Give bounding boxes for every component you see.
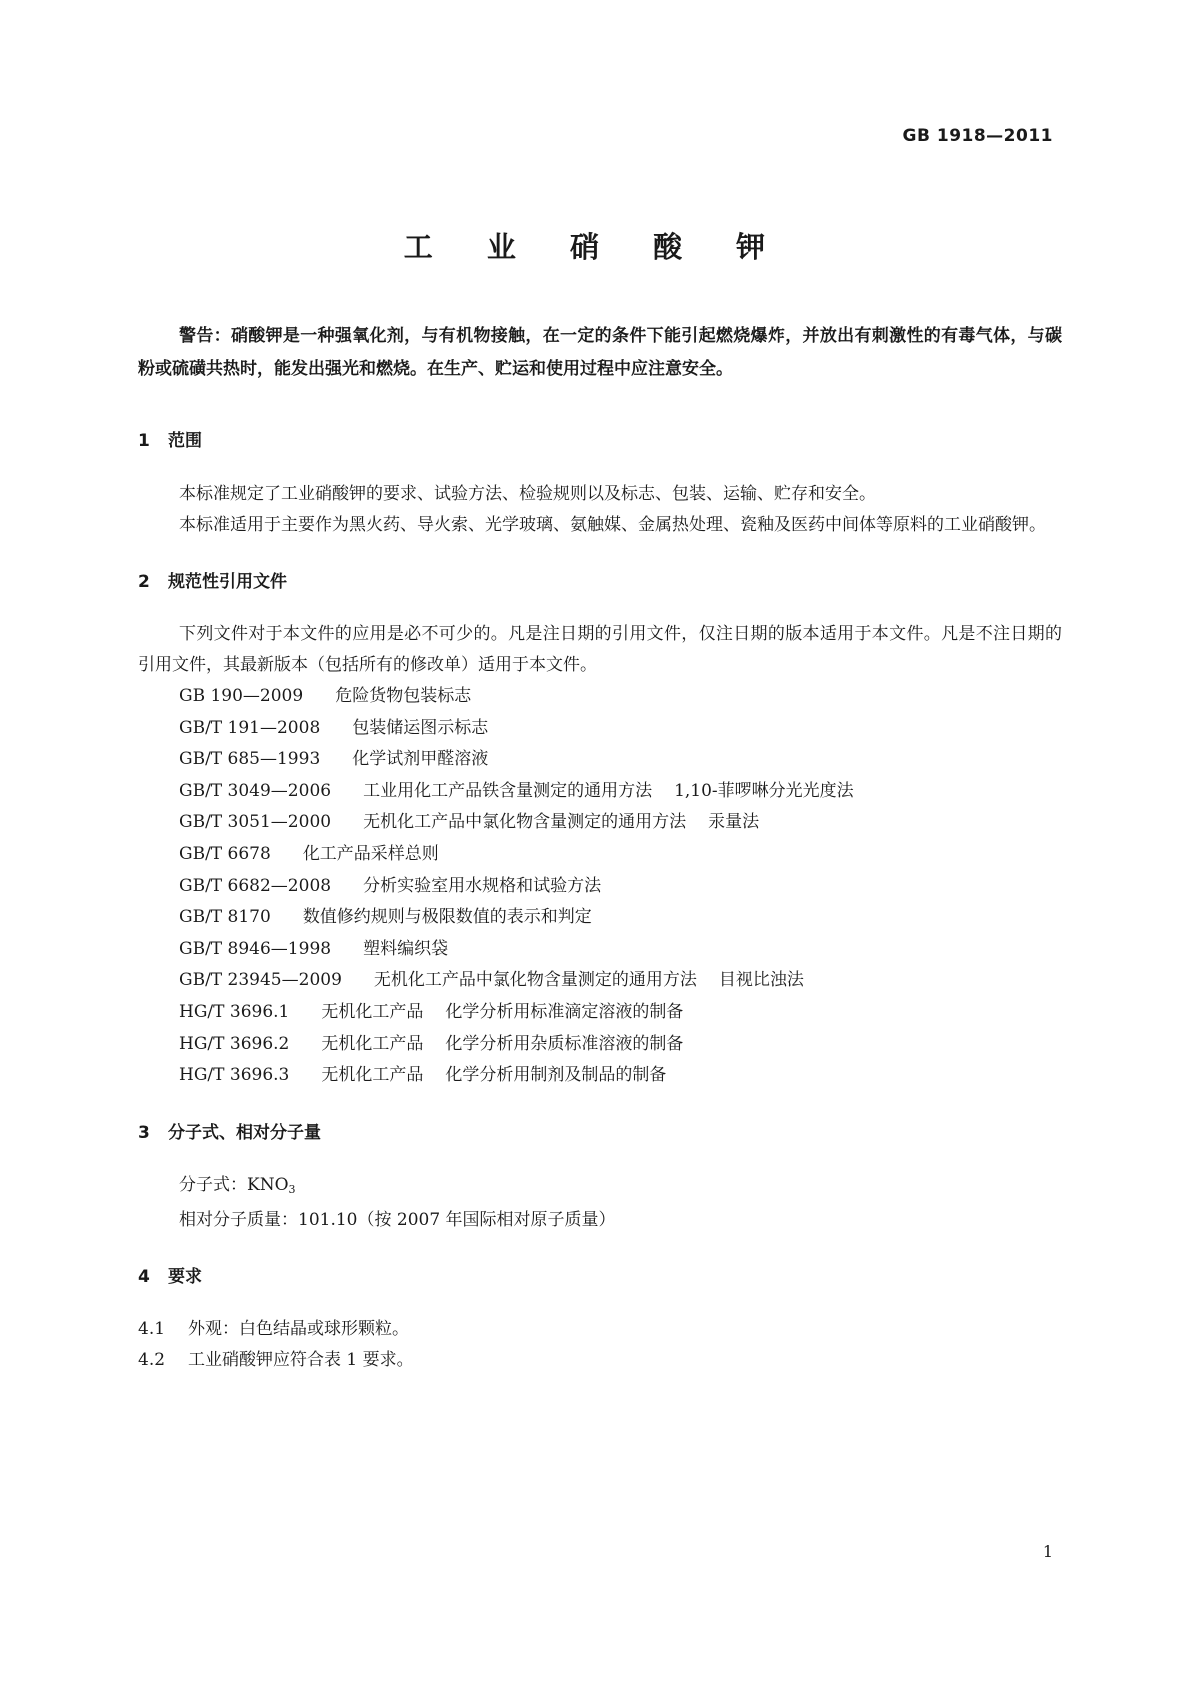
reference-item: GB/T 3049—2006 工业用化工产品铁含量测定的通用方法 1,10-菲啰啉分光光度法: [179, 780, 854, 801]
section-heading-scope: [138, 426, 1062, 451]
molecular-mass: 相对分子质量：101.10（按 2007 年国际相对原子质量）: [179, 1209, 616, 1230]
scope-paragraph: 本标准适用于主要作为黑火药、导火索、光学玻璃、氨触媒、金属热处理、瓷釉及医药中间体等原料的工业硝酸钾。: [179, 515, 1046, 535]
reference-item: GB/T 6682—2008 分析实验室用水规格和试验方法: [179, 875, 602, 896]
section-heading-formula: [138, 1118, 1062, 1143]
safety-warning: 警告：硝酸钾是一种强氧化剂，与有机物接触，在一定的条件下能引起燃烧爆炸，并放出有刺激性的有毒气体，与碳粉或硫磺共热时，能发出强光和燃烧。在生产、贮运和使用过程中应注意安全。: [138, 326, 1062, 379]
reference-item: GB/T 8170 数值修约规则与极限数值的表示和判定: [179, 907, 592, 928]
section-title: 范围: [168, 431, 202, 451]
reference-item: GB 190—2009 危险货物包装标志: [179, 686, 472, 706]
reference-item: HG/T 3696.3 无机化工产品 化学分析用制剂及制品的制备: [179, 1065, 667, 1086]
reference-item: GB/T 685—1993 化学试剂甲醛溶液: [179, 749, 489, 770]
reference-item: GB/T 6678 化工产品采样总则: [179, 843, 439, 864]
reference-item: HG/T 3696.2 无机化工产品 化学分析用杂质标准溶液的制备: [179, 1033, 684, 1054]
document-body: [138, 320, 1062, 1376]
molecular-formula: 分子式：$KNO_3$: [179, 1174, 296, 1196]
section-number: 3: [138, 1122, 150, 1143]
section-number: 2: [138, 572, 150, 592]
section-title: 要求: [168, 1266, 202, 1287]
reference-item: GB/T 191—2008 包装储运图示标志: [179, 717, 489, 738]
requirement-item: 4.1 外观：白色结晶或球形颗粒。: [138, 1318, 409, 1339]
standard-code: GB 1918—2011: [902, 126, 1053, 146]
scope-paragraph: 本标准规定了工业硝酸钾的要求、试验方法、检验规则以及标志、包装、运输、贮存和安全。: [179, 484, 876, 504]
requirement-item: 4.2 工业硝酸钾应符合表 1 要求。: [138, 1349, 414, 1370]
normative-intro: 下列文件对于本文件的应用是必不可少的。凡是注日期的引用文件，仅注日期的版本适用于本文件。凡是不注日期的引用文件，其最新版本（包括所有的修改单）适用于本文件。: [138, 624, 1062, 675]
section-heading-requirements: [138, 1262, 1062, 1287]
reference-item: GB/T 23945—2009 无机化工产品中氯化物含量测定的通用方法 目视比浊法: [179, 970, 804, 991]
section-number: 1: [138, 431, 150, 451]
section-number: 4: [138, 1266, 150, 1287]
section-title: 规范性引用文件: [168, 572, 287, 592]
reference-list: [138, 681, 1062, 1092]
section-heading-normative: [138, 567, 1062, 592]
reference-item: GB/T 3051—2000 无机化工产品中氯化物含量测定的通用方法 汞量法: [179, 812, 760, 833]
document-title: 工 业 硝 酸 钾: [403, 230, 788, 264]
page-number: 1: [1042, 1542, 1053, 1561]
section-title: 分子式、相对分子量: [168, 1122, 321, 1143]
reference-item: GB/T 8946—1998 塑料编织袋: [179, 938, 449, 959]
reference-item: HG/T 3696.1 无机化工产品 化学分析用标准滴定溶液的制备: [179, 1001, 684, 1022]
